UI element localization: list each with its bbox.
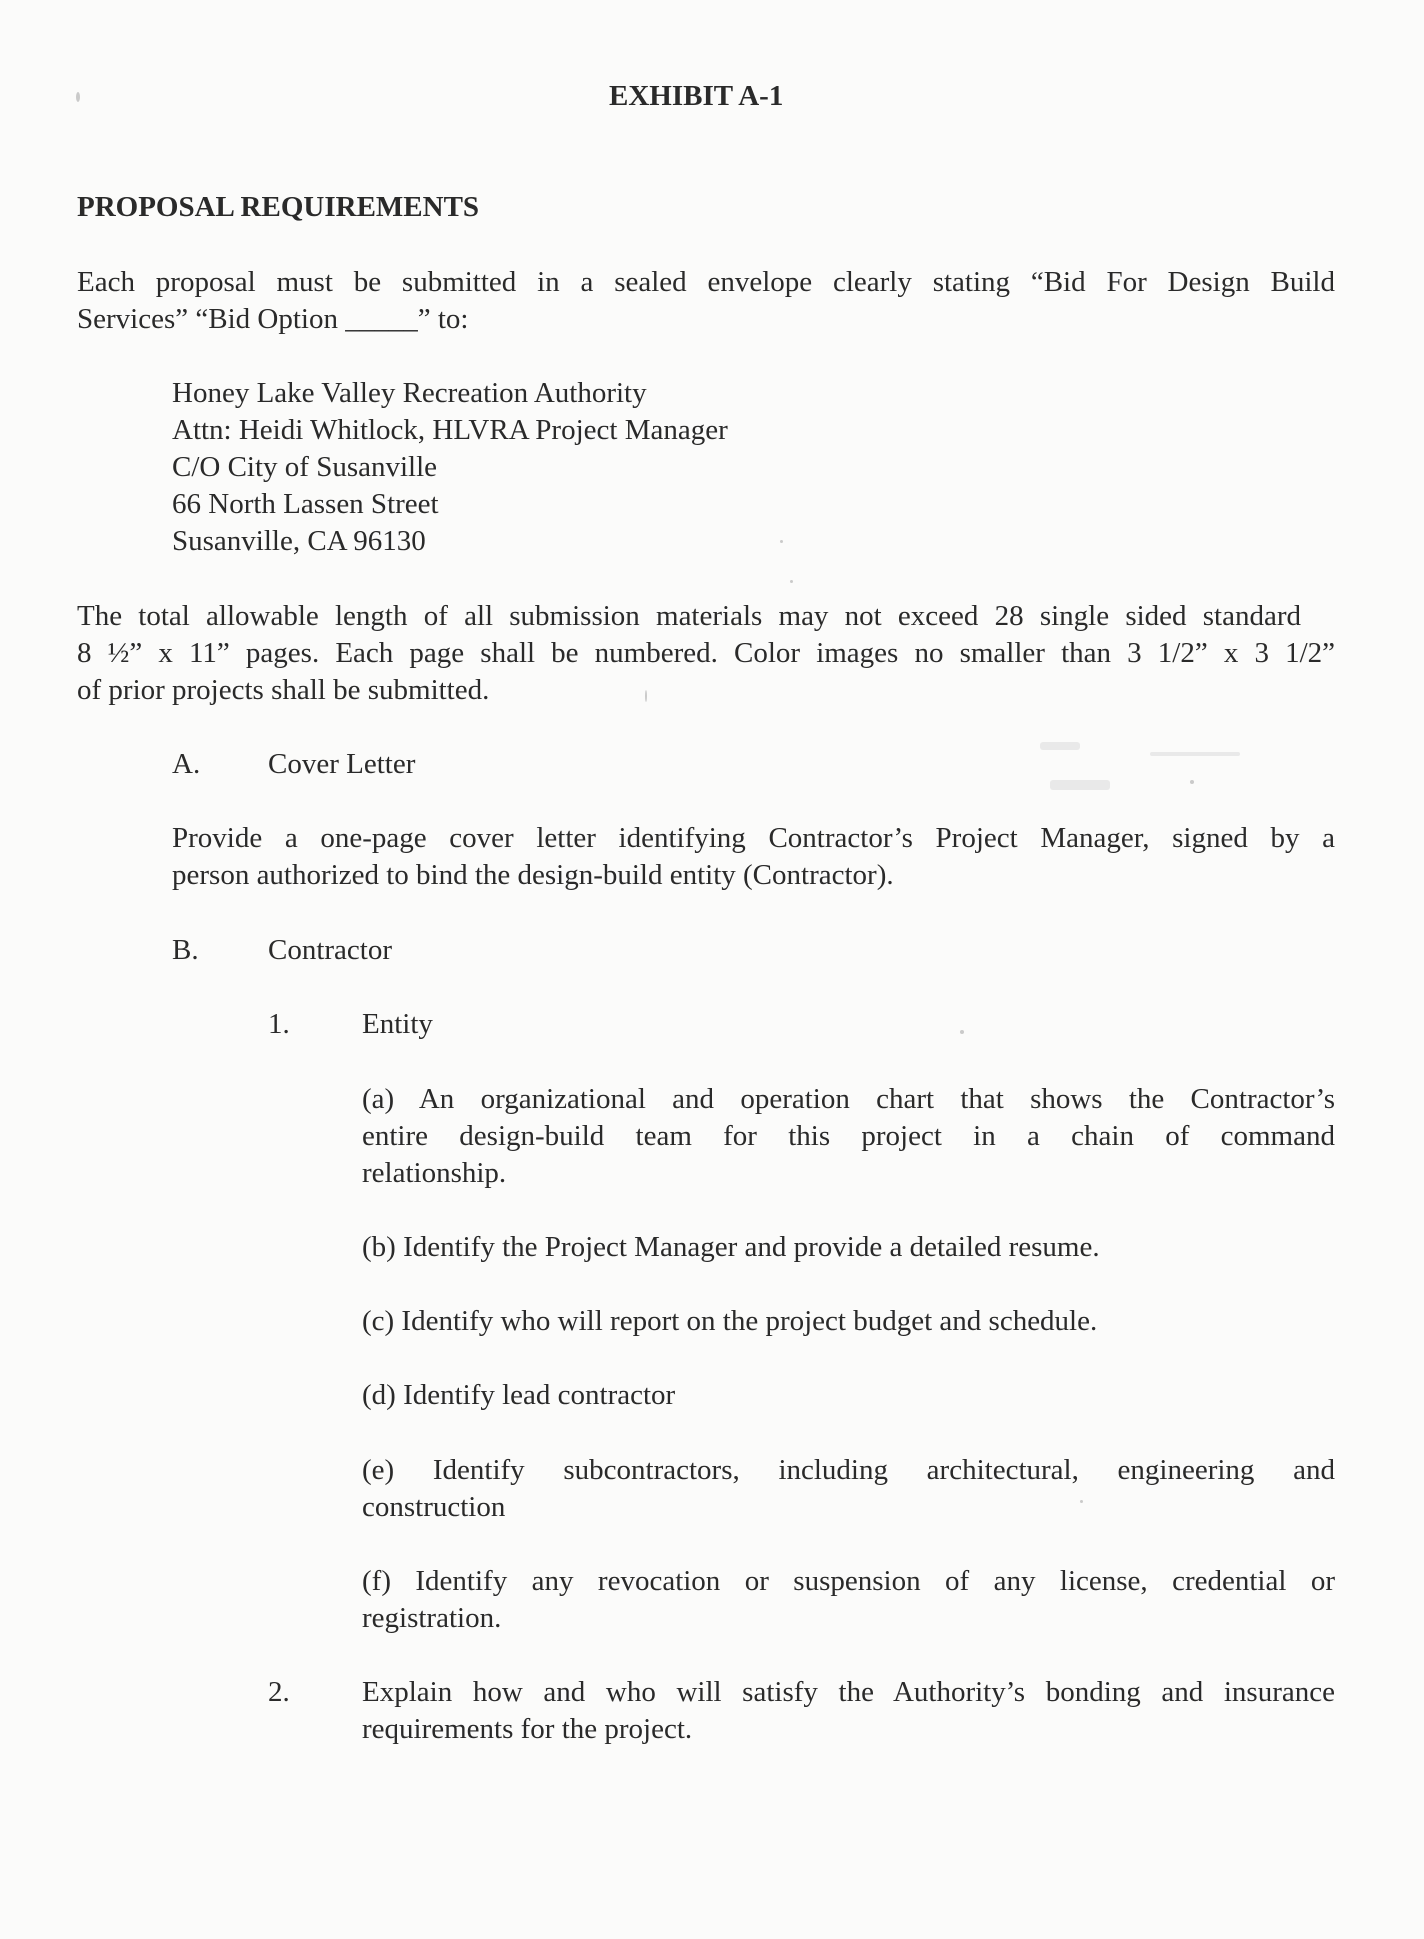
length-line-3: of prior projects shall be submitted. <box>77 674 490 706</box>
section-heading: PROPOSAL REQUIREMENTS <box>77 191 480 223</box>
length-line-1: The total allowable length of all submission materials may not exceed 28 single sided standard <box>77 600 1301 632</box>
sub-b: (b) Identify the Project Manager and provide a detailed resume. <box>362 1231 1100 1263</box>
section-a-letter: A. <box>172 748 201 780</box>
sub-e-line-1: (e) Identify subcontractors, including architectural, engineering and <box>362 1454 1335 1486</box>
sub-d: (d) Identify lead contractor <box>362 1379 676 1411</box>
sub-c: (c) Identify who will report on the project budget and schedule. <box>362 1305 1098 1337</box>
section-a-line-2: person authorized to bind the design-build entity (Contractor). <box>172 859 894 891</box>
item-2-line-1: Explain how and who will satisfy the Authority’s bonding and insurance <box>362 1676 1335 1708</box>
address-line: Attn: Heidi Whitlock, HLVRA Project Manager <box>172 414 728 446</box>
sub-f-line-2: registration. <box>362 1602 502 1634</box>
intro-line-1: Each proposal must be submitted in a sealed envelope clearly stating “Bid For Design Build <box>77 266 1335 298</box>
section-b-title: Contractor <box>268 934 393 966</box>
scan-scuff <box>1150 752 1240 756</box>
item-2-line-2: requirements for the project. <box>362 1713 693 1745</box>
exhibit-title: EXHIBIT A-1 <box>609 80 784 112</box>
scan-scuff <box>1040 742 1080 750</box>
sub-a-line-3: relationship. <box>362 1157 507 1189</box>
sub-f-line-1: (f) Identify any revocation or suspension of any license, credential or <box>362 1565 1335 1597</box>
scan-speck <box>960 1030 964 1034</box>
item-2-number: 2. <box>268 1676 290 1708</box>
scan-speck <box>1080 1500 1083 1503</box>
section-a-title: Cover Letter <box>268 748 416 780</box>
item-1-title: Entity <box>362 1008 433 1040</box>
scan-scuff <box>1050 780 1110 790</box>
section-a-line-1: Provide a one-page cover letter identifying Contractor’s Project Manager, signed by a <box>172 822 1335 854</box>
sub-e-line-2: construction <box>362 1491 506 1523</box>
address-line: Susanville, CA 96130 <box>172 525 426 557</box>
sub-a-line-1: (a) An organizational and operation chart that shows the Contractor’s <box>362 1083 1335 1115</box>
length-line-2: 8 ½” x 11” pages. Each page shall be numbered. Color images no smaller than 3 1/2” x 3 1/2” <box>77 637 1335 669</box>
address-line: Honey Lake Valley Recreation Authority <box>172 377 647 409</box>
address-line: 66 North Lassen Street <box>172 488 439 520</box>
intro-line-2: Services” “Bid Option _____” to: <box>77 303 469 335</box>
scan-speck <box>780 540 783 543</box>
scan-speck <box>645 690 647 702</box>
scan-speck <box>76 92 80 102</box>
sub-a-line-2: entire design-build team for this project in a chain of command <box>362 1120 1335 1152</box>
address-line: C/O City of Susanville <box>172 451 438 483</box>
section-b-letter: B. <box>172 934 199 966</box>
scan-speck <box>790 580 793 583</box>
item-1-number: 1. <box>268 1008 290 1040</box>
scan-speck <box>1190 780 1194 784</box>
